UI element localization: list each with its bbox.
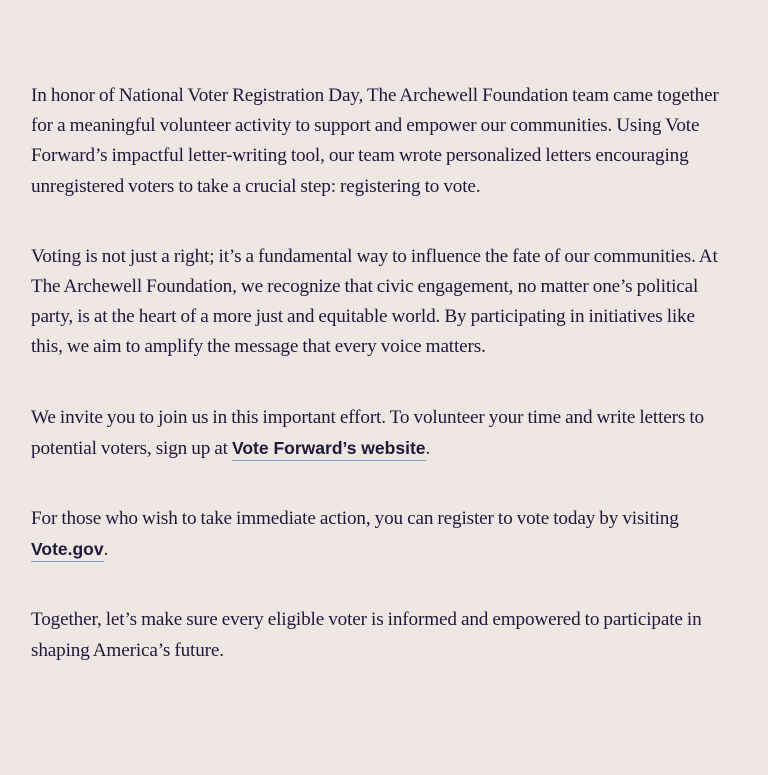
article-body: [31, 81, 721, 706]
paragraph-text: .: [103, 539, 109, 561]
paragraph-text: .: [425, 437, 431, 459]
paragraph-register-today: [31, 504, 721, 565]
paragraph-voting-importance: Voting is not just a right; it’s a fundamental way to influence the fate of our communities. At The Archewell Foundation, we recognize that civic engagement, no matter one’s political party, is at the heart of a more just and equitable world. By participating in initiatives like this, we aim to amplify the message that every voice matters.: [31, 245, 718, 358]
vote-forward-website-link[interactable]: Vote Forward’s website: [232, 438, 426, 461]
paragraph-volunteer-invite: [31, 403, 721, 464]
vote-gov-link[interactable]: Vote.gov: [31, 539, 104, 562]
paragraph-intro: In honor of National Voter Registration Day, The Archewell Foundation team came together for a meaningful volunteer activity to support and empower our communities. Using Vote Forward’s impactful letter-writing tool, our team wrote personalized letters encouraging unregistered voters to take a crucial step: registering to vote.: [31, 85, 719, 197]
paragraph-closing: Together, let’s make sure every eligible voter is informed and empowered to participate in shaping America’s future.: [31, 609, 702, 661]
paragraph-text: For those who wish to take immediate action, you can register to vote today by visiting: [31, 508, 679, 530]
paragraph-text: We invite you to join us in this important effort. To volunteer your time and write letters to potential voters, sign up at: [31, 406, 704, 459]
